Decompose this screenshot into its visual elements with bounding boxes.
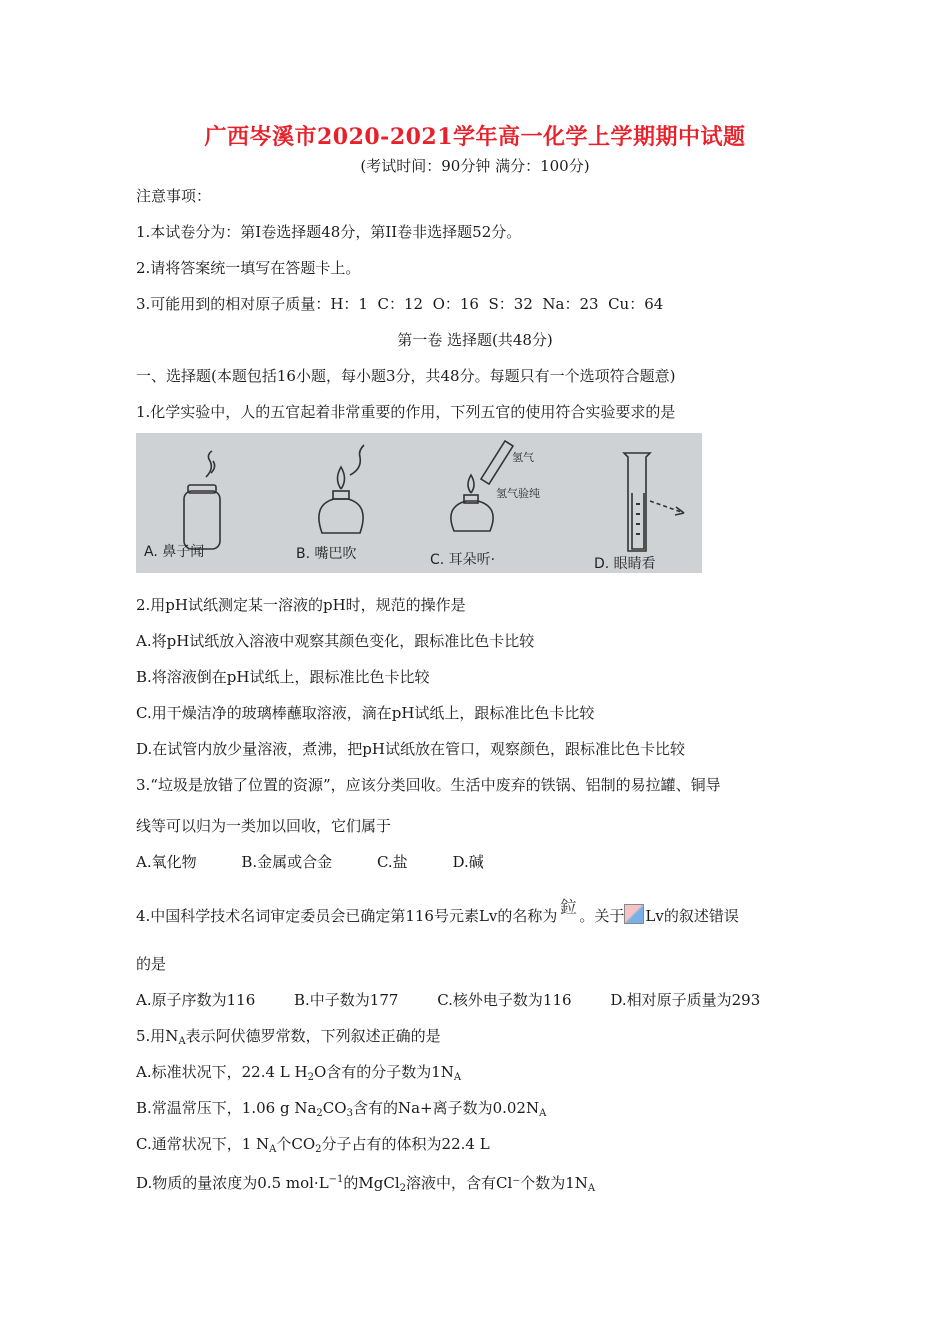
figure-label-c: C. 耳朵听· bbox=[430, 552, 496, 568]
lab-senses-illustration bbox=[136, 433, 702, 573]
q5-b-text: B.常温常压下，1.06 g Na bbox=[136, 1099, 317, 1117]
figure-label-b: B. 嘴巴吹 bbox=[296, 546, 357, 562]
q5-stem bbox=[136, 1026, 441, 1052]
q5-d-sub: 2 bbox=[399, 1183, 407, 1194]
figure-label-d: D. 眼睛看 bbox=[594, 556, 656, 572]
section-title: 第一卷 选择题(共48分) bbox=[397, 331, 553, 349]
figure-text-hydrogen-test: 氢气验纯 bbox=[496, 487, 540, 500]
q5-c-sub: A bbox=[269, 1144, 277, 1155]
q4-option-c: C.核外电子数为116 bbox=[437, 991, 572, 1009]
q4-option-a: A.原子序数为116 bbox=[136, 991, 256, 1009]
q5-b-sub2: 3 bbox=[346, 1108, 353, 1119]
q5-d-sup: −1 bbox=[328, 1174, 344, 1185]
q5-d-text2: 的MgCl bbox=[343, 1174, 400, 1192]
figure-label-a: A. 鼻子闻 bbox=[144, 544, 205, 560]
q5-a-sub: 2 bbox=[307, 1072, 314, 1083]
q5-b-sub: 2 bbox=[316, 1108, 323, 1119]
note-item-3: 3.可能用到的相对原子质量：H：1 C：12 O：16 S：32 Na：23 Cu：64 bbox=[136, 295, 664, 313]
q5-b-text2: CO bbox=[322, 1099, 347, 1117]
q5-option-d bbox=[136, 1170, 595, 1199]
q2-option-b: B.将溶液倒在pH试纸上，跟标准比色卡比较 bbox=[136, 668, 430, 686]
q5-b-text3: 含有的Na+离子数为0.02N bbox=[352, 1099, 540, 1117]
q2-option-d: D.在试管内放少量溶液，煮沸，把pH试纸放在管口，观察颜色，跟标准比色卡比较 bbox=[136, 740, 685, 758]
q3-stem-line2: 线等可以归为一类加以回收，它们属于 bbox=[136, 817, 392, 835]
q5-a-sub2: A bbox=[453, 1072, 462, 1083]
q2-option-c: C.用干燥洁净的玻璃棒蘸取溶液，滴在pH试纸上，跟标准比色卡比较 bbox=[136, 704, 595, 722]
q3-stem-line1: 3.“垃圾是放错了位置的资源”，应该分类回收。生活中废弃的铁锅、铝制的易拉罐、铜导 bbox=[136, 776, 721, 794]
q4-stem-part2: 。关于 bbox=[579, 907, 625, 925]
q5-stem-text: 5.用N bbox=[136, 1027, 179, 1045]
element-name-image: 鉝 bbox=[559, 898, 577, 918]
q4-options bbox=[136, 990, 760, 1010]
broken-image-icon bbox=[624, 904, 644, 924]
q5-option-c bbox=[136, 1134, 490, 1160]
q4-stem-line2: 的是 bbox=[136, 955, 167, 973]
figure-text-hydrogen: 氢气 bbox=[512, 451, 534, 464]
section-instructions: 一、选择题(本题包括16小题，每小题3分，共48分。每题只有一个选项符合题意) bbox=[136, 367, 676, 385]
q5-c-text: C.通常状况下，1 N bbox=[136, 1135, 270, 1153]
q5-c-text3: 分子占有的体积为22.4 L bbox=[321, 1135, 490, 1153]
q3-option-a: A.氧化物 bbox=[136, 853, 197, 871]
q1-stem: 1.化学实验中，人的五官起着非常重要的作用，下列五官的使用符合实验要求的是 bbox=[136, 403, 676, 421]
q1-figure bbox=[136, 433, 702, 573]
notes-heading: 注意事项： bbox=[136, 187, 212, 205]
q5-b-sub3: A bbox=[539, 1108, 547, 1119]
q4-option-b: B.中子数为177 bbox=[294, 991, 399, 1009]
q5-option-a bbox=[136, 1062, 461, 1088]
document-subtitle: (考试时间：90分钟 满分：100分) bbox=[360, 157, 590, 175]
note-item-1: 1.本试卷分为：第I卷选择题48分，第II卷非选择题52分。 bbox=[136, 223, 522, 241]
q5-d-sub2: A bbox=[587, 1183, 596, 1194]
q5-stem-rest: 表示阿伏德罗常数，下列叙述正确的是 bbox=[185, 1027, 441, 1045]
q5-a-text2: O含有的分子数为1N bbox=[313, 1063, 454, 1081]
q5-a-text: A.标准状况下，22.4 L H bbox=[136, 1063, 308, 1081]
q5-c-sub2: 2 bbox=[315, 1144, 322, 1155]
q5-d-text3: 溶液中，含有Cl⁻个数为1N bbox=[406, 1174, 588, 1192]
q3-options bbox=[136, 852, 484, 872]
q5-c-text2: 个CO bbox=[276, 1135, 316, 1153]
note-item-2: 2.请将答案统一填写在答题卡上。 bbox=[136, 259, 361, 277]
q4-option-d: D.相对原子质量为293 bbox=[610, 991, 761, 1009]
q3-option-b: B.金属或合金 bbox=[241, 853, 333, 871]
q5-d-text: D.物质的量浓度为0.5 mol·L bbox=[136, 1174, 329, 1192]
q5-option-b bbox=[136, 1098, 546, 1124]
document-title: 广西岑溪市2020-2021学年高一化学上学期期中试题 bbox=[204, 124, 746, 150]
q4-stem-part3: Lv的叙述错误 bbox=[645, 907, 739, 925]
q3-option-d: D.碱 bbox=[452, 853, 484, 871]
q4-stem-line1 bbox=[136, 897, 739, 926]
q5-stem-sub: A bbox=[178, 1036, 186, 1047]
q4-stem-part1: 4.中国科学技术名词审定委员会已确定第116号元素Lv的名称为 bbox=[136, 907, 558, 925]
q2-option-a: A.将pH试纸放入溶液中观察其颜色变化，跟标准比色卡比较 bbox=[136, 632, 535, 650]
q2-stem: 2.用pH试纸测定某一溶液的pH时，规范的操作是 bbox=[136, 596, 466, 614]
q3-option-c: C.盐 bbox=[376, 853, 408, 871]
